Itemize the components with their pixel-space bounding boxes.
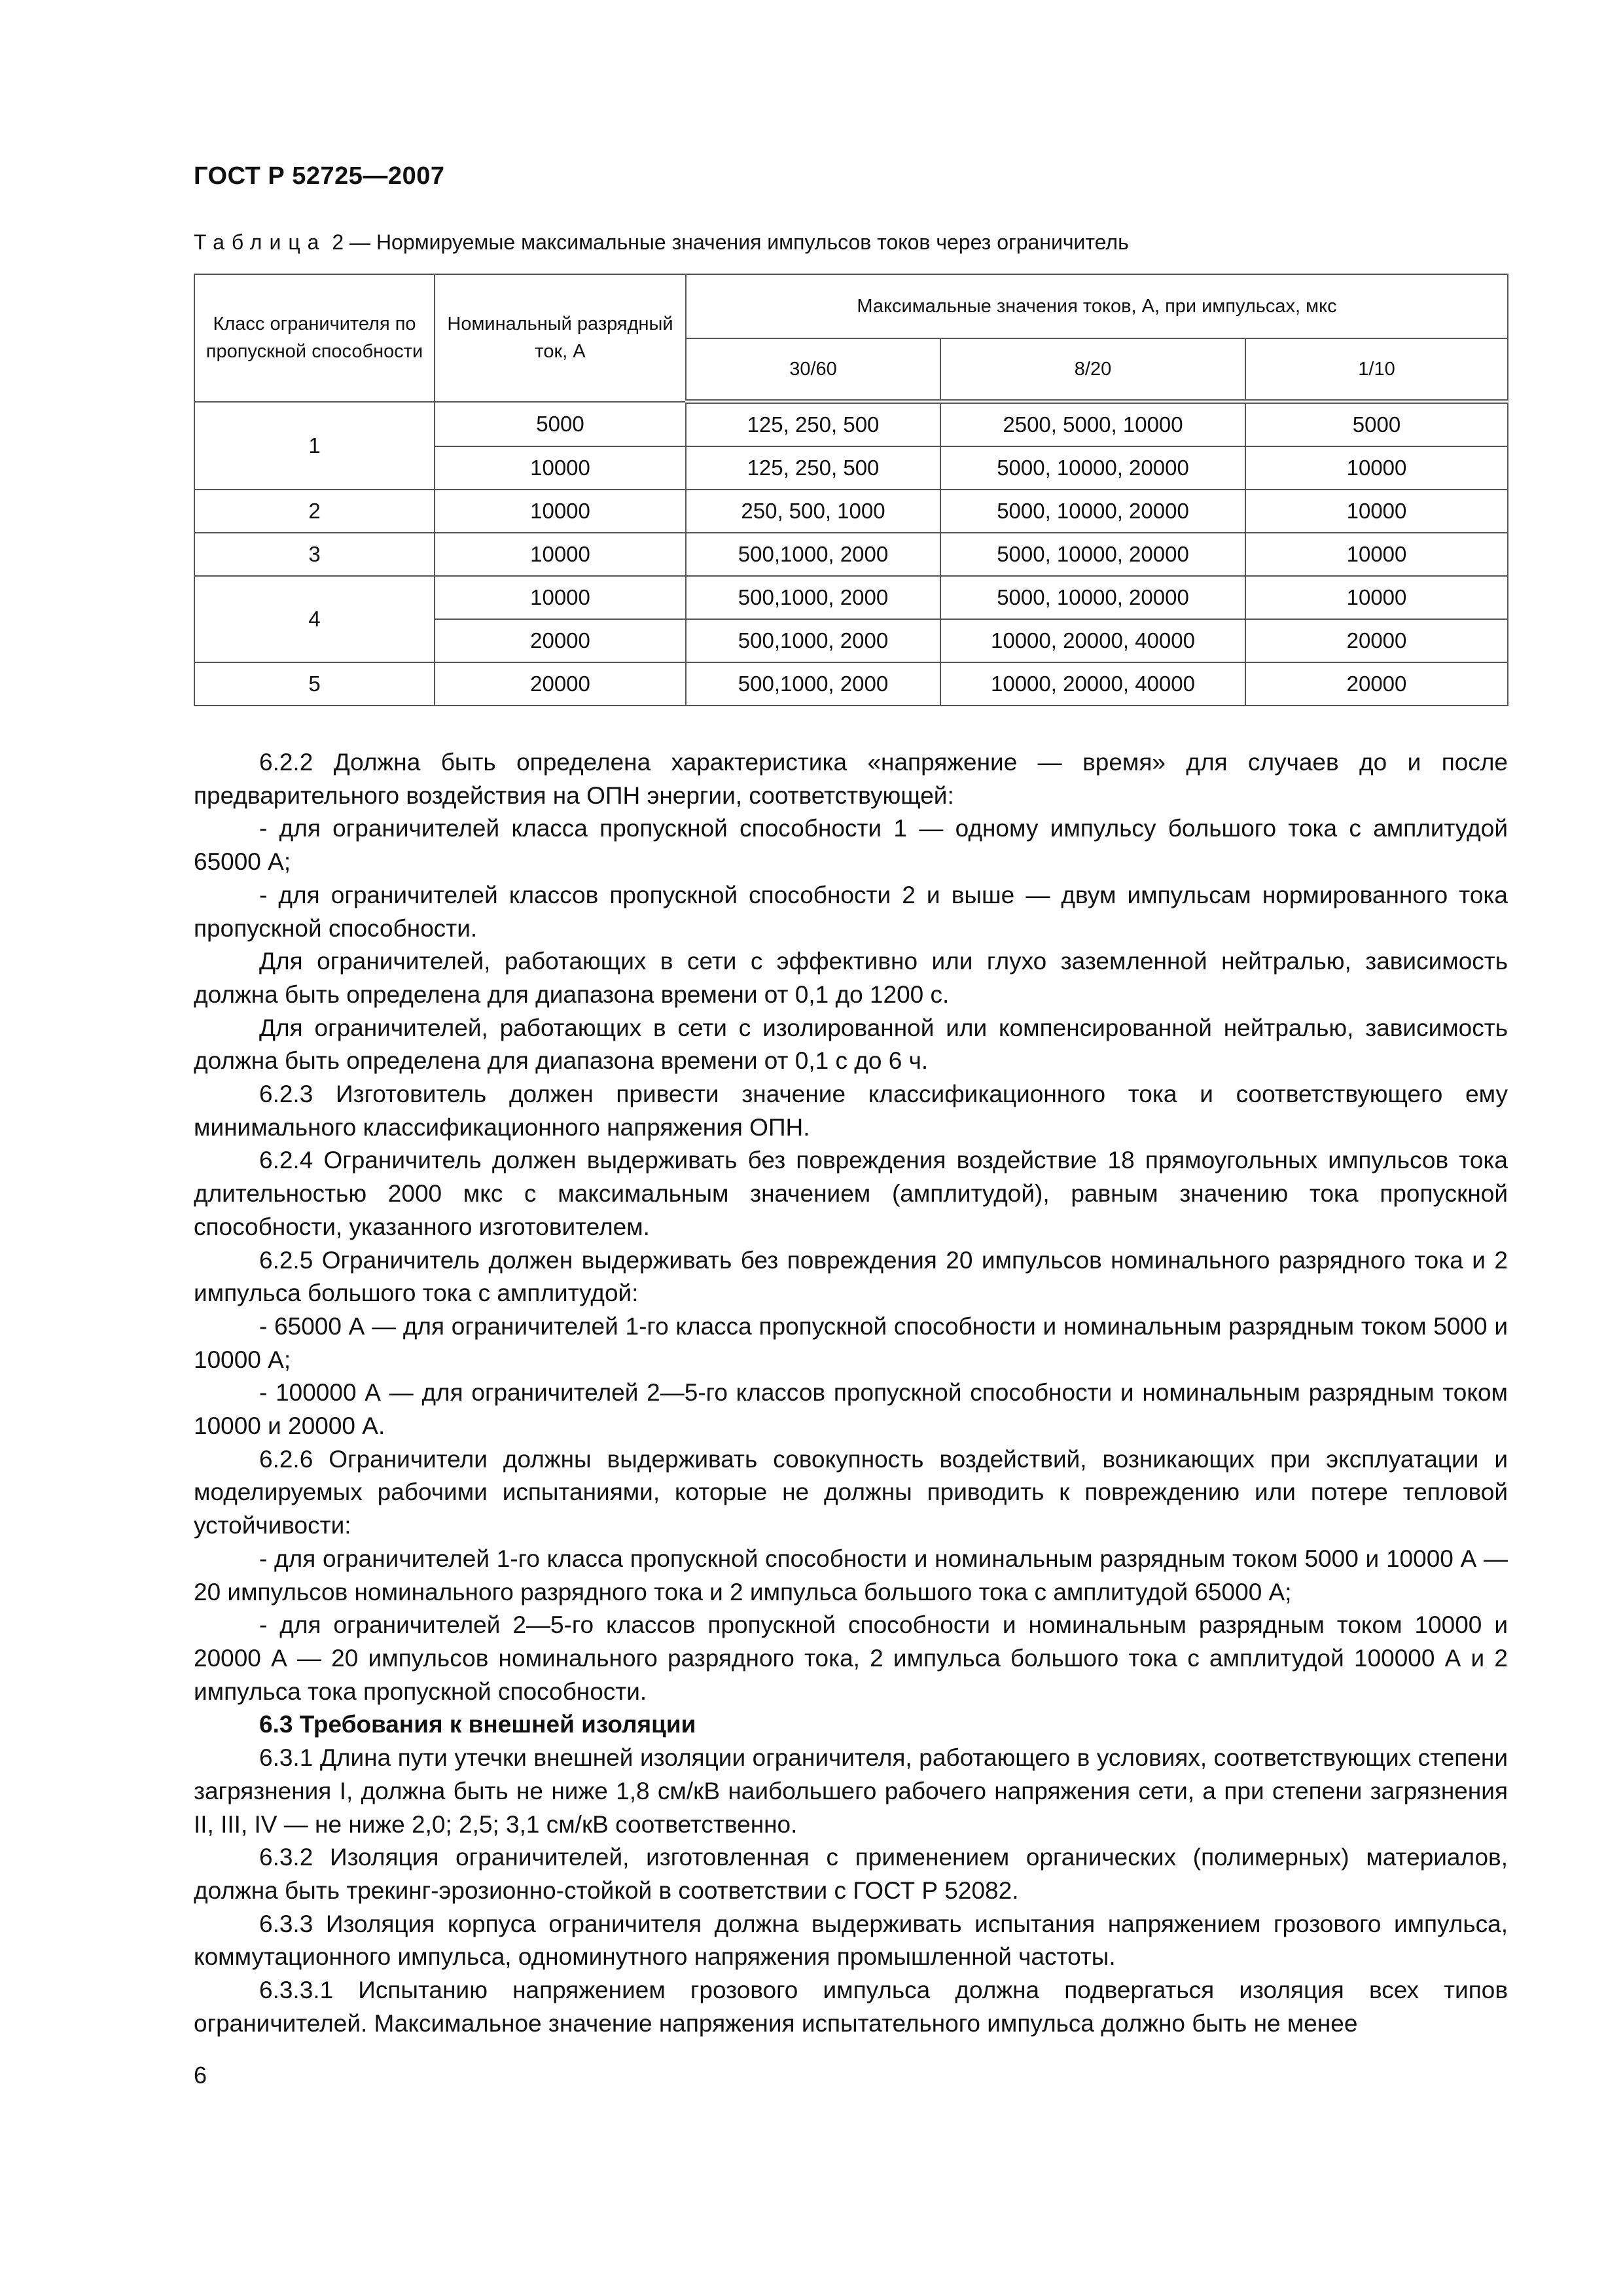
cell-1-10: 5000 [1245, 402, 1508, 447]
cell-class: 4 [194, 576, 435, 662]
cell-8-20: 5000, 10000, 20000 [940, 490, 1245, 533]
table-row [194, 402, 1508, 447]
table-header-row [194, 274, 1508, 338]
cell-nominal: 10000 [435, 576, 686, 619]
cell-30-60: 125, 250, 500 [686, 446, 940, 490]
paragraph: 6.2.2 Должна быть определена характеристика «напряжение — время» для случаев до и после предварительного воздействия на ОПН энергии, соответствующей: [194, 749, 1508, 809]
cell-8-20: 5000, 10000, 20000 [940, 576, 1245, 619]
table-caption-title: 2 — Нормируемые максимальные значения импульсов токов через ограничитель [326, 230, 1129, 254]
cell-8-20: 5000, 10000, 20000 [940, 533, 1245, 576]
cell-1-10: 10000 [1245, 490, 1508, 533]
paragraph: 6.3.3 Изоляция корпуса ограничителя должна выдерживать испытания напряжением грозового импульса, коммутационного импульса, одноминутного напряжения промышленной частоты. [194, 1910, 1508, 1971]
cell-1-10: 10000 [1245, 576, 1508, 619]
table-caption [194, 230, 1129, 255]
cell-30-60: 500,1000, 2000 [686, 576, 940, 619]
list-item: - для ограничителей 2—5-го классов пропускной способности и номинальным разрядным током 10000 и 20000 А — 20 импульсов номинального разрядного тока, 2 импульса большого тока с амплитудой 100000 А и 2 импульса тока пропускной способности. [194, 1611, 1508, 1705]
cell-1-10: 20000 [1245, 662, 1508, 706]
cell-30-60: 125, 250, 500 [686, 402, 940, 447]
cell-8-20: 2500, 5000, 10000 [940, 402, 1245, 447]
list-item: - для ограничителей классов пропускной способности 2 и выше — двум импульсам нормированного тока пропускной способности. [194, 881, 1508, 942]
cell-8-20: 10000, 20000, 40000 [940, 619, 1245, 662]
cell-class: 3 [194, 533, 435, 576]
cell-8-20: 10000, 20000, 40000 [940, 662, 1245, 706]
body-text [194, 746, 1508, 2040]
paragraph: 6.2.5 Ограничитель должен выдерживать без повреждения 20 импульсов номинального разрядного тока и 2 импульса большого тока с амплитудой: [194, 1246, 1508, 1307]
cell-8-20: 5000, 10000, 20000 [940, 446, 1245, 490]
paragraph: Для ограничителей, работающих в сети с эффективно или глухо заземленной нейтралью, зависимость должна быть определена для диапазона времени от 0,1 до 1200 с. [194, 948, 1508, 1008]
cell-30-60: 500,1000, 2000 [686, 619, 940, 662]
header-pulse-30-60: 30/60 [686, 338, 940, 402]
cell-nominal: 10000 [435, 490, 686, 533]
page-number: 6 [194, 2062, 207, 2089]
table-row [194, 576, 1508, 619]
table-caption-word: Таблица [194, 230, 327, 254]
table-row [194, 662, 1508, 706]
cell-nominal: 20000 [435, 619, 686, 662]
cell-class: 2 [194, 490, 435, 533]
cell-1-10: 20000 [1245, 619, 1508, 662]
cell-1-10: 10000 [1245, 446, 1508, 490]
header-nominal-current: Номинальный разрядный ток, А [435, 274, 686, 402]
cell-30-60: 250, 500, 1000 [686, 490, 940, 533]
cell-nominal: 10000 [435, 446, 686, 490]
table-row [194, 533, 1508, 576]
document-header: ГОСТ Р 52725—2007 [194, 162, 445, 190]
cell-nominal: 20000 [435, 662, 686, 706]
paragraph: 6.3.2 Изоляция ограничителей, изготовленная с применением органических (полимерных) материалов, должна быть трекинг-эрозионно-стойкой в соответствии с ГОСТ Р 52082. [194, 1844, 1508, 1904]
paragraph: 6.2.3 Изготовитель должен привести значение классификационного тока и соответствующего ему минимального классификационного напряжения ОПН. [194, 1081, 1508, 1141]
paragraph: 6.2.6 Ограничители должны выдерживать совокупность воздействий, возникающих при эксплуатации и моделируемых рабочими испытаниями, которые не должны приводить к повреждению или потере тепловой устойчивости: [194, 1445, 1508, 1539]
list-item: - для ограничителей класса пропускной способности 1 — одному импульсу большого тока с амплитудой 65000 А; [194, 815, 1508, 876]
header-pulse-1-10: 1/10 [1245, 338, 1508, 402]
paragraph: 6.2.4 Ограничитель должен выдерживать без повреждения воздействие 18 прямоугольных импульсов тока длительностью 2000 мкс с максимальным значением (амплитудой), равным значению тока пропускной способности, указанного изготовителем. [194, 1147, 1508, 1240]
header-pulse-8-20: 8/20 [940, 338, 1245, 402]
paragraph: 6.3.3.1 Испытанию напряжением грозового импульса должна подвергаться изоляция всех типов ограничителей. Максимальное значение напряжения испытательного импульса должно быть не менее [194, 1977, 1508, 2037]
table-row [194, 490, 1508, 533]
list-item: - 100000 А — для ограничителей 2—5-го классов пропускной способности и номинальным разрядным током 10000 и 20000 А. [194, 1379, 1508, 1440]
list-item: - 65000 А — для ограничителей 1-го класса пропускной способности и номинальным разрядным током 5000 и 10000 А; [194, 1312, 1508, 1373]
cell-30-60: 500,1000, 2000 [686, 533, 940, 576]
cell-1-10: 10000 [1245, 533, 1508, 576]
paragraph: 6.3.1 Длина пути утечки внешней изоляции ограничителя, работающего в условиях, соответствующих степени загрязнения I, должна быть не ниже 1,8 см/кВ наибольшего рабочего напряжения сети, а при степени загрязнения II, III, IV — не ниже 2,0; 2,5; 3,1 см/кВ соответственно. [194, 1744, 1508, 1838]
cell-nominal: 10000 [435, 533, 686, 576]
section-heading: 6.3 Требования к внешней изоляции [259, 1711, 696, 1738]
header-max-values: Максимальные значения токов, А, при импульсах, мкс [686, 274, 1508, 338]
cell-class: 5 [194, 662, 435, 706]
cell-30-60: 500,1000, 2000 [686, 662, 940, 706]
data-table [194, 274, 1508, 706]
cell-nominal: 5000 [435, 402, 686, 447]
list-item: - для ограничителей 1-го класса пропускной способности и номинальным разрядным током 5000 и 10000 А — 20 импульсов номинального разрядного тока и 2 импульса большого тока с амплитудой 65000 А; [194, 1545, 1508, 1605]
cell-class: 1 [194, 402, 435, 490]
paragraph: Для ограничителей, работающих в сети с изолированной или компенсированной нейтралью, зависимость должна быть определена для диапазона времени от 0,1 с до 6 ч. [194, 1014, 1508, 1075]
header-class: Класс ограничителя по пропускной способности [194, 274, 435, 402]
